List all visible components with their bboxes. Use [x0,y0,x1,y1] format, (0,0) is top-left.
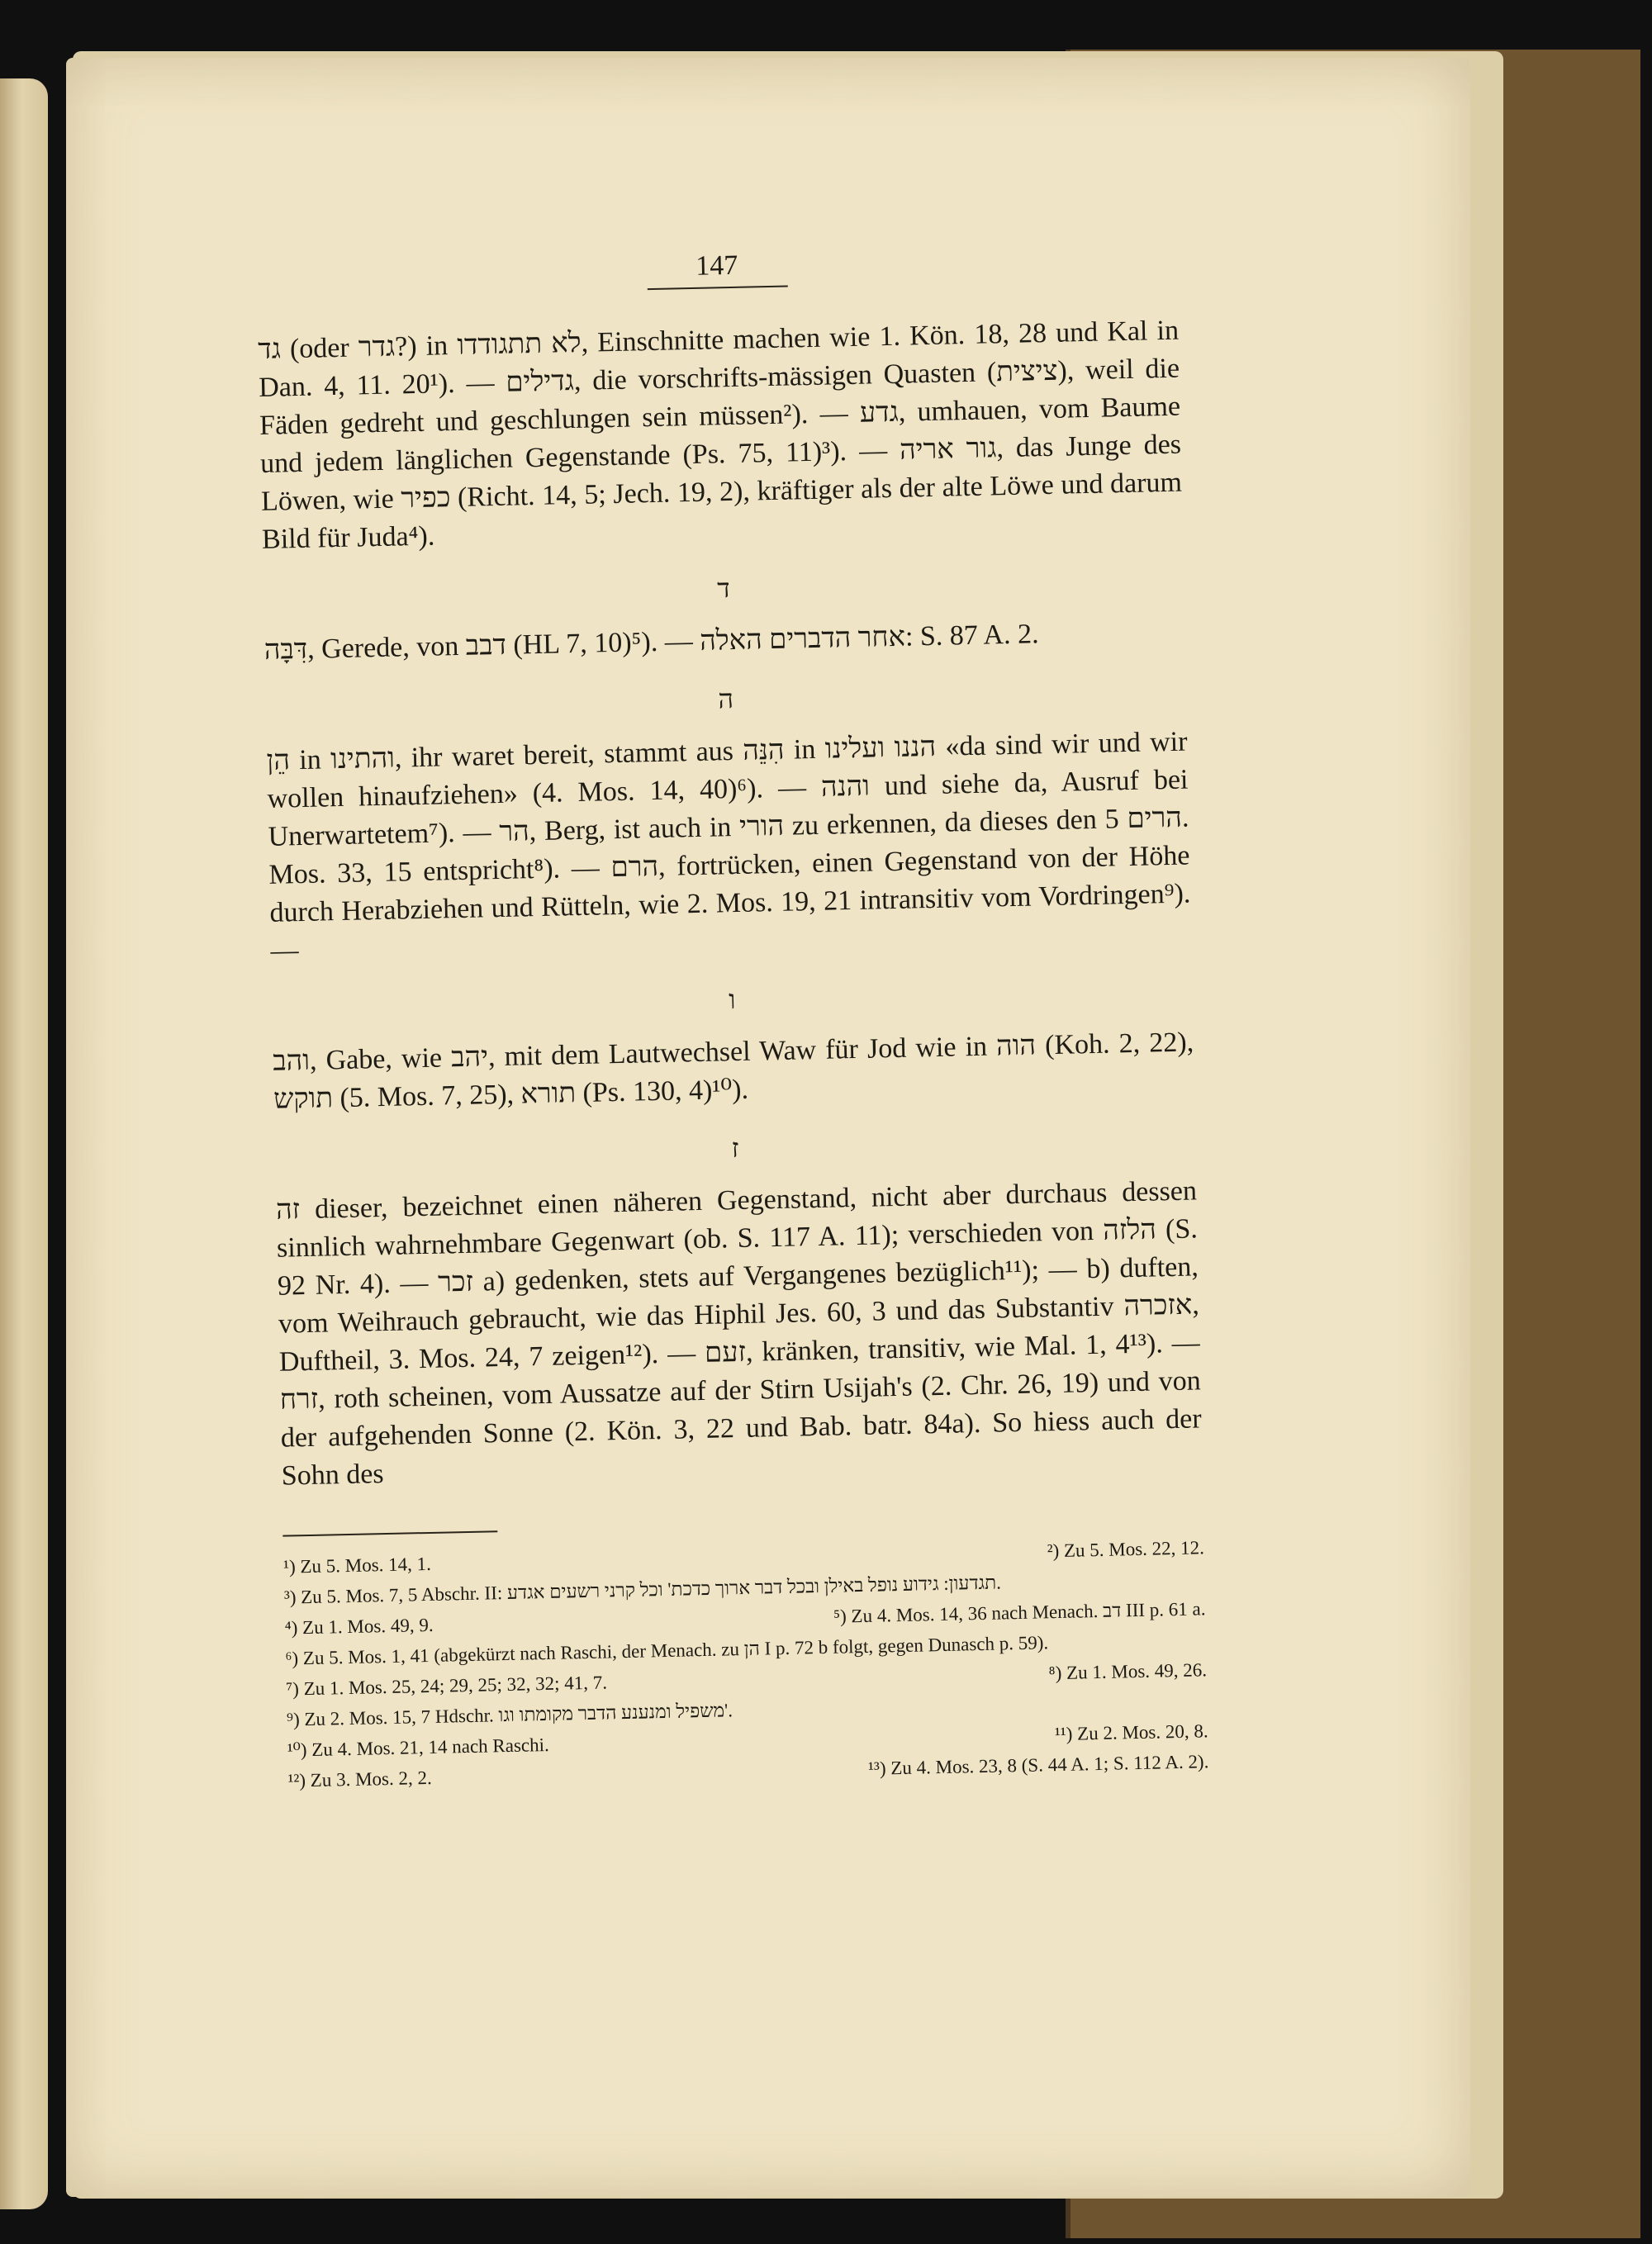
page-content [256,241,1209,1796]
paragraph-gimel: גד (oder גדר?) in לא תתגודדו, Einschnitte machen wie 1. Kön. 18, 28 und Kal in Dan. 4, 11. 20¹). — גדילים, die vorschrifts-mässigen Quasten (ציצית), weil die Fäden gedreht und geschlungen sein müssen²). — גדע, umhauen, vom Baume und jedem länglichen Gegenstande (Ps. 75, 11)³). — גור אריה, das Junge des Löwen, wie כפיר (Richt. 14, 5; Jech. 19, 2), kräftiger als der alte Löwe und darum Bild für Juda⁴). [257,315,1183,555]
footnote-8: ⁸) Zu 1. Mos. 49, 26. [1048,1659,1208,1684]
footnote-6: ⁶) Zu 5. Mos. 1, 41 (abgekürzt nach Raschi, der Menach. zu הן I p. 72 b folgt, gegen Dunasch p. 59). [285,1632,1049,1669]
section-letter-waw: ו [728,984,736,1015]
footnotes [283,1532,1209,1796]
footnote-3: ³) Zu 5. Mos. 7, 5 Abschr. II: תגדעון: גידוע נופל באילן ובכל דבר ארוך כדכת' וכל קרני רשעים אגדע. [283,1572,1002,1608]
footnote-9: ⁹) Zu 2. Mos. 15, 7 Hdschr. משפיל ומנענע הדבר מקומתו וגו'. [286,1700,733,1730]
footnote-12: ¹²) Zu 3. Mos. 2, 2. [287,1767,432,1791]
footnote-rule [282,1530,497,1536]
page-number: 147 [695,249,738,282]
footnote-1: ¹) Zu 5. Mos. 14, 1. [282,1553,432,1577]
paragraph-he: הֵן in והתינו, ihr waret bereit, stammt aus הִנֵּה in הננו ועלינו «da sind wir und wir wollen hinaufziehen» (4. Mos. 14, 40)⁶). — והנה und siehe da, Ausruf bei Unerwartetem⁷). — הר, Berg, ist auch in הורי zu erkennen, da dieses den הרים 5. Mos. 33, 15 entspricht⁸). — הרם, fortrücken, einen Gegenstand von der Höhe durch Herabziehen und Rütteln, wie 2. Mos. 19, 21 intransitiv vom Vordringen⁹). — [266,726,1191,966]
footnote-2: ²) Zu 5. Mos. 22, 12. [1047,1537,1205,1562]
page-number-rule [647,286,787,291]
footnote-4: ⁴) Zu 1. Mos. 49, 9. [284,1614,434,1639]
paragraph-dalet: דִּבָּה, Gerede, von דבב (HL 7, 10)⁵). — אחר הדברים האלה: S. 87 A. 2. [263,619,1039,666]
footnote-11: ¹¹) Zu 2. Mos. 20, 8. [1054,1720,1208,1745]
paragraph-zayin: זה dieser, bezeichnet einen näheren Gegenstand, nicht aber durchaus dessen sinnlich wahrnehmbare Gegenwart (ob. S. 117 A. 11); verschieden von הלזה (S. 92 Nr. 4). — זכר a) gedenken, stets auf Vergangenes bezüglich¹¹); — b) duften, vom Weihrauch gebraucht, wie das Hiphil Jes. 60, 3 und das Substantiv אזכרה, Duftheil, 3. Mos. 24, 7 zeigen¹²). — זעם, kränken, transitiv, wie Mal. 1, 4¹³). — זרח, roth scheinen, vom Aussatze auf der Stirn Usijah's (2. Chr. 26, 19) und von der aufgehenden Sonne (2. Kön. 3, 22 und Bab. batr. 84a). So hiess auch der Sohn des [275,1175,1203,1492]
main-text [258,312,1203,1496]
footnote-13: ¹³) Zu 4. Mos. 23, 8 (S. 44 A. 1; S. 112 A. 2). [867,1751,1209,1779]
section-letter-dalet: ד [716,573,731,604]
footnote-5: ⁵) Zu 4. Mos. 14, 36 nach Menach. דב III p. 61 a. [833,1598,1206,1627]
section-letter-he: ה [718,684,734,714]
section-letter-zayin: ז [731,1132,739,1164]
footnote-10: ¹⁰) Zu 4. Mos. 21, 14 nach Raschi. [287,1734,549,1761]
footnote-7: ⁷) Zu 1. Mos. 25, 24; 29, 25; 32, 32; 41, 7. [285,1672,608,1700]
paragraph-waw: והב, Gabe, wie יהב, mit dem Lautwechsel Waw für Jod wie in הוה (Koh. 2, 22), תוקש (5. Mos. 7, 25), תורא (Ps. 130, 4)¹⁰). [272,1027,1194,1115]
adjacent-page-edge [0,78,48,2209]
